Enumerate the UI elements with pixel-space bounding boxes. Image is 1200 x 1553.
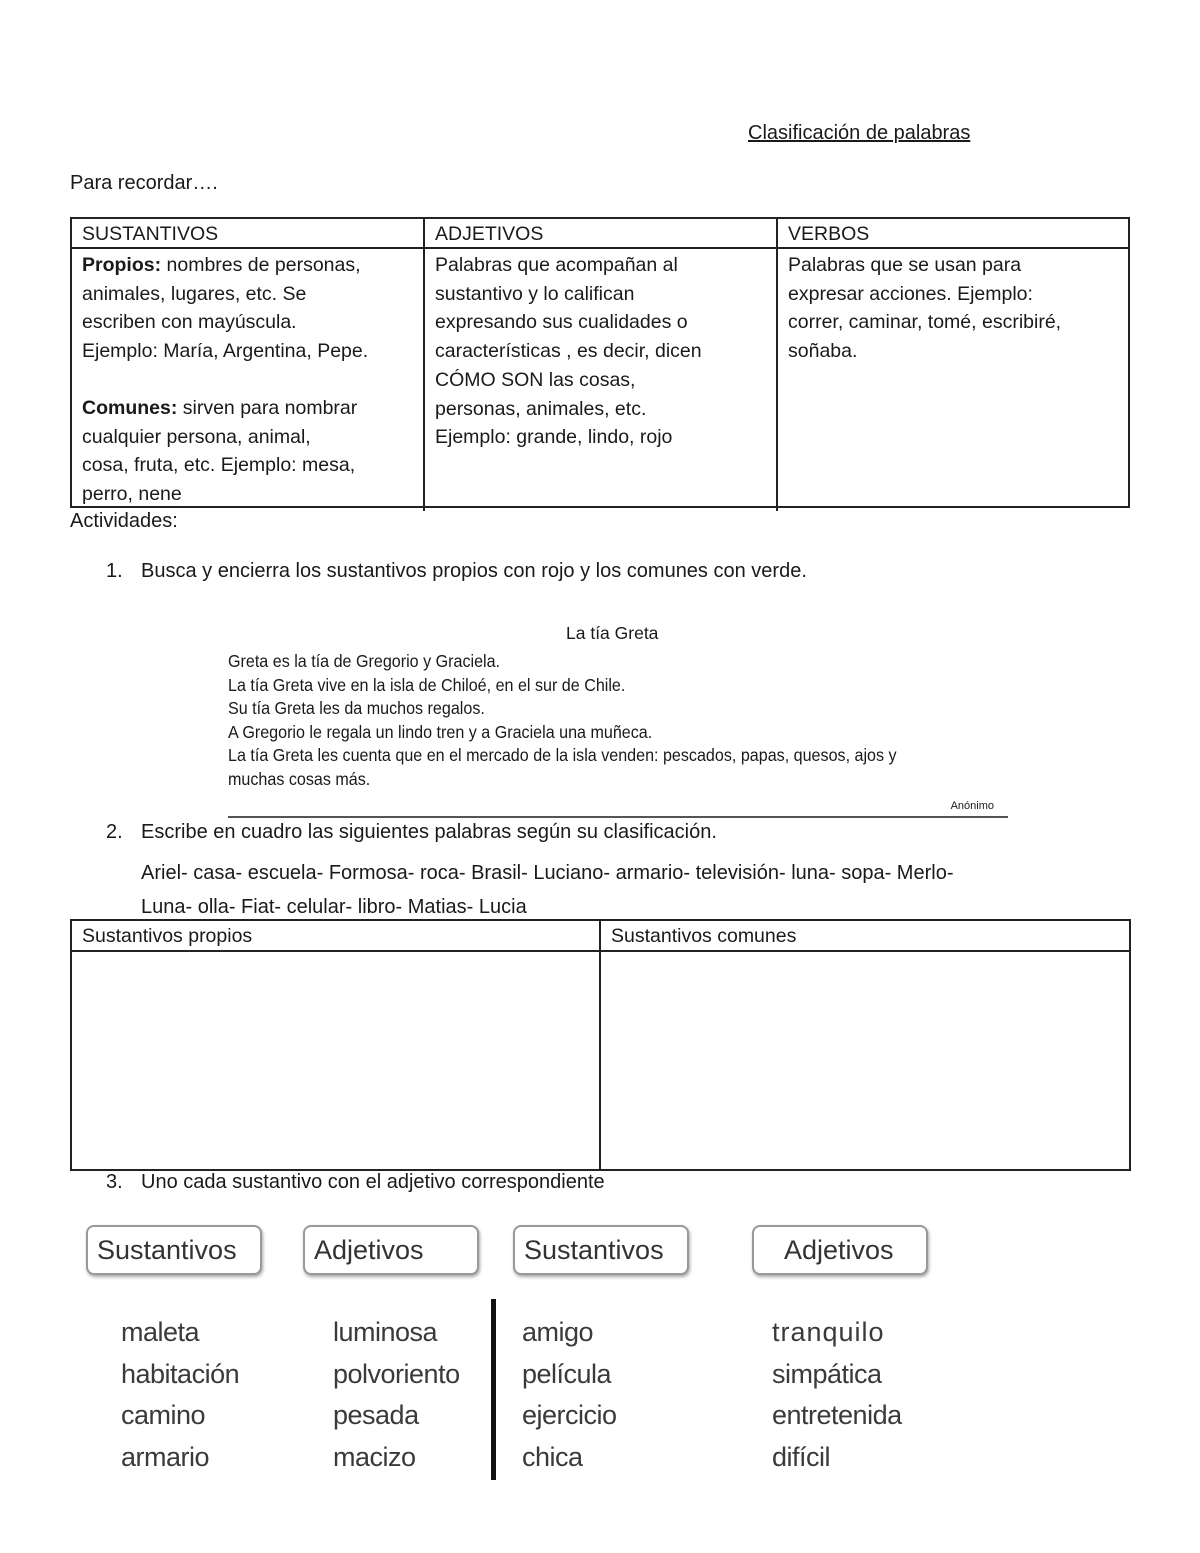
comunes-text: sirven para nombrar bbox=[182, 396, 358, 419]
badge-sustantivos: Sustantivos bbox=[513, 1225, 689, 1275]
classification-table bbox=[70, 919, 1131, 1171]
propios-answer-cell[interactable] bbox=[72, 952, 601, 1169]
match-word[interactable]: difícil bbox=[772, 1441, 831, 1472]
word-list bbox=[141, 856, 1101, 924]
match-word[interactable]: entretenida bbox=[772, 1400, 902, 1430]
badge-adjetivos: Adjetivos bbox=[303, 1225, 479, 1275]
activity-1-instruction: Busca y encierra los sustantivos propios con rojo y los comunes con verde. bbox=[141, 560, 807, 582]
match-word[interactable]: habitación bbox=[121, 1358, 240, 1389]
word-list-line: Ariel- casa- escuela- Formosa- roca- Brasil- Luciano- armario- televisión- luna- sopa- Merlo- bbox=[141, 862, 954, 884]
propios-label: Propios: bbox=[82, 254, 162, 276]
match-word[interactable]: macizo bbox=[333, 1441, 416, 1472]
page-title: Clasificación de palabras bbox=[748, 122, 971, 144]
adjetivos-line: Ejemplo: grande, lindo, rojo bbox=[435, 426, 673, 449]
match-word[interactable]: tranquilo bbox=[772, 1317, 885, 1347]
match-word[interactable]: luminosa bbox=[333, 1317, 438, 1347]
story-title: La tía Greta bbox=[566, 623, 659, 643]
activity-2-number: 2. bbox=[106, 821, 123, 843]
header-propios: Sustantivos propios bbox=[72, 921, 601, 952]
propios-text: nombres de personas, bbox=[166, 254, 361, 276]
match-word[interactable]: polvoriento bbox=[333, 1358, 460, 1389]
match-word[interactable]: armario bbox=[121, 1441, 210, 1472]
word-list-line: Luna- olla- Fiat- celular- libro- Matias- Lucia bbox=[141, 896, 527, 918]
activity-2-instruction: Escribe en cuadro las siguientes palabras según su clasificación. bbox=[141, 821, 717, 843]
nouns-column-1 bbox=[121, 1312, 239, 1478]
adjectives-column-1 bbox=[333, 1312, 460, 1478]
header-adjetivos: ADJETIVOS bbox=[425, 219, 778, 249]
adjetivos-definition bbox=[425, 249, 778, 511]
verbos-line: expresar acciones. Ejemplo: bbox=[788, 282, 1033, 305]
verbos-definition bbox=[778, 249, 1128, 511]
match-word[interactable]: ejercicio bbox=[522, 1400, 617, 1430]
verbos-line: Palabras que se usan para bbox=[788, 254, 1022, 276]
story-line: A Gregorio le regala un lindo tren y a Graciela una muñeca. bbox=[228, 721, 653, 742]
header-verbos: VERBOS bbox=[778, 219, 1128, 249]
adjetivos-line: características , es decir, dicen bbox=[435, 340, 702, 363]
badge-adjetivos: Adjetivos bbox=[752, 1225, 928, 1275]
propios-line: animales, lugares, etc. Se bbox=[82, 282, 307, 305]
propios-line: escriben con mayúscula. bbox=[82, 311, 297, 334]
match-word[interactable]: maleta bbox=[121, 1317, 200, 1347]
comunes-label: Comunes: bbox=[82, 396, 178, 419]
header-comunes: Sustantivos comunes bbox=[601, 921, 1129, 952]
activity-3-number: 3. bbox=[106, 1171, 123, 1193]
sustantivos-definition bbox=[72, 249, 425, 511]
adjetivos-line: sustantivo y lo califican bbox=[435, 282, 635, 305]
comunes-line-1 bbox=[82, 394, 413, 423]
story-line: Greta es la tía de Gregorio y Graciela. bbox=[228, 651, 501, 671]
nouns-column-2 bbox=[522, 1312, 617, 1478]
reference-table bbox=[70, 217, 1130, 508]
header-sustantivos: SUSTANTIVOS bbox=[72, 219, 425, 249]
activities-heading: Actividades: bbox=[70, 510, 178, 532]
comunes-line: cualquier persona, animal, bbox=[82, 425, 311, 448]
match-word[interactable]: amigo bbox=[522, 1317, 594, 1347]
story-line: La tía Greta vive en la isla de Chiloé, en el sur de Chile. bbox=[228, 674, 626, 695]
column-divider bbox=[491, 1299, 496, 1480]
story-body bbox=[228, 650, 897, 791]
match-word[interactable]: película bbox=[522, 1358, 612, 1389]
activity-1-number: 1. bbox=[106, 560, 123, 582]
story-line: La tía Greta les cuenta que en el mercado de la isla venden: pescados, papas, quesos, ajos y bbox=[228, 745, 897, 765]
adjetivos-line: Palabras que acompañan al bbox=[435, 254, 678, 276]
propios-line-1 bbox=[82, 251, 413, 280]
verbos-line: soñaba. bbox=[788, 340, 858, 363]
verbos-line: correr, caminar, tomé, escribiré, bbox=[788, 311, 1062, 334]
adjetivos-line: expresando sus cualidades o bbox=[435, 311, 688, 334]
propios-line: Ejemplo: María, Argentina, Pepe. bbox=[82, 340, 369, 363]
story-line: muchas cosas más. bbox=[228, 768, 371, 789]
comunes-line: cosa, fruta, etc. Ejemplo: mesa, bbox=[82, 454, 356, 477]
activity-3-instruction: Uno cada sustantivo con el adjetivo correspondiente bbox=[141, 1171, 605, 1193]
comunes-answer-cell[interactable] bbox=[601, 952, 1129, 1169]
story-excerpt bbox=[228, 618, 1008, 818]
story-divider bbox=[228, 816, 1008, 818]
comunes-line: perro, nene bbox=[82, 482, 182, 505]
match-word[interactable]: simpática bbox=[772, 1358, 882, 1389]
story-author: Anónimo bbox=[950, 800, 994, 812]
adjetivos-line: personas, animales, etc. bbox=[435, 397, 647, 420]
intro-text: Para recordar…. bbox=[70, 172, 218, 194]
match-word[interactable]: pesada bbox=[333, 1400, 419, 1430]
adjetivos-line: CÓMO SON las cosas, bbox=[435, 368, 636, 391]
story-line: Su tía Greta les da muchos regalos. bbox=[228, 698, 485, 718]
match-word[interactable]: chica bbox=[522, 1441, 583, 1472]
badge-sustantivos: Sustantivos bbox=[86, 1225, 262, 1275]
adjectives-column-2 bbox=[772, 1312, 902, 1478]
match-word[interactable]: camino bbox=[121, 1400, 206, 1430]
